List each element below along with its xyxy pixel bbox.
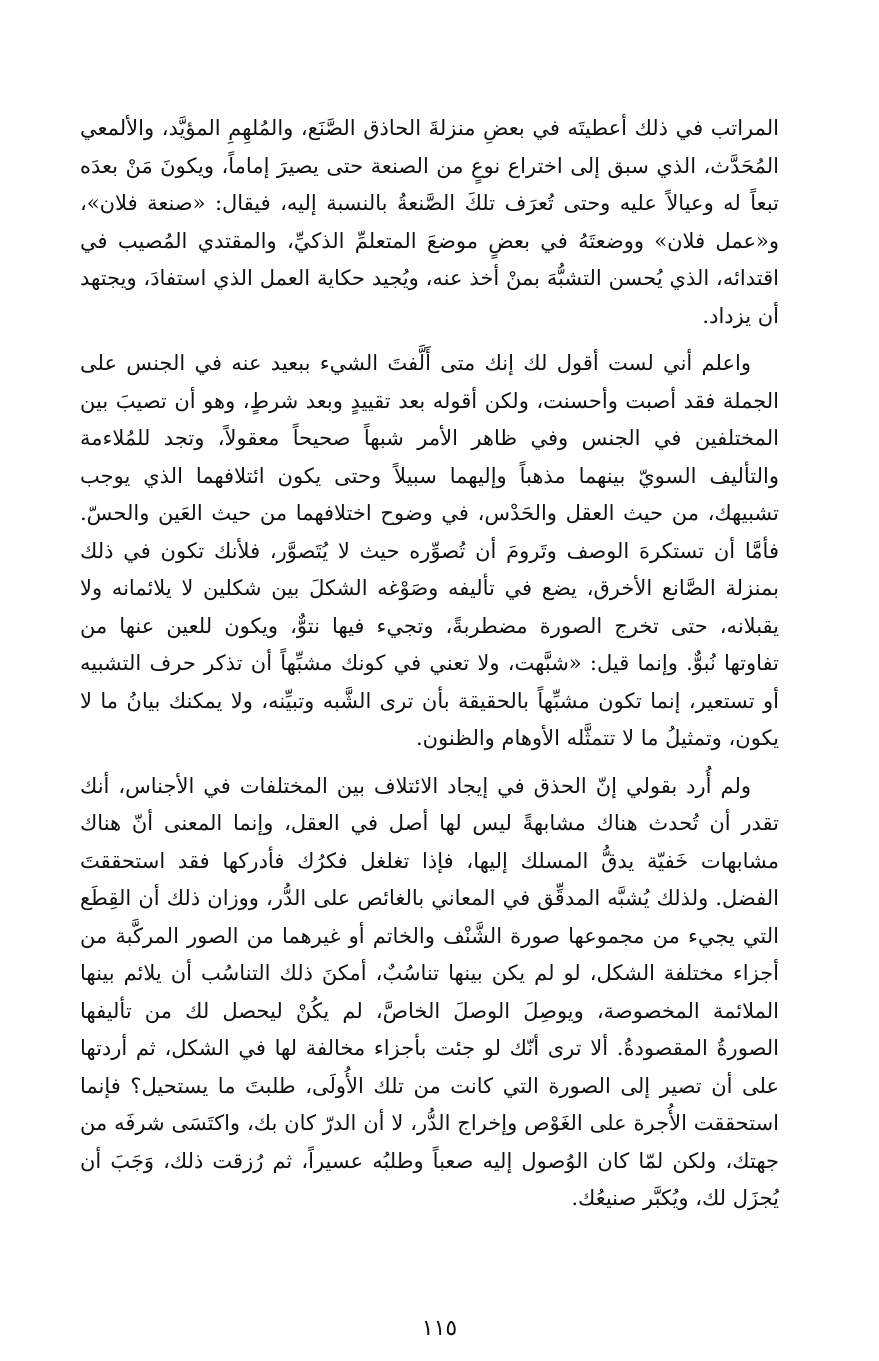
paragraph-3: ولم أُرد بقولي إنّ الحذق في إيجاد الائتلاف بين المختلفات في الأجناس، أنك تقدر أن تُحدث هناك مشابهةً ليس لها أصل في العقل، وإنما المعنى أنّ هناك مشابهات خَفيّة يدقُّ المسلك إليها، فإذا تغلغل فكرُك فأدركها فقد استحققتَ الفضل. ولذلك يُشبَّه المدقِّق في المعاني بالغائص على الدُّر، ووزان ذلك أن القِطَع التي يجيء من مجموعها صورة الشَّنْف والخاتم أو غيرهما من الصور المركَّبة من أجزاء مختلفة الشكل، لو لم يكن بينها تناسُبٌ، أمكنَ ذلك التناسُب أن يلائم بينها الملائمة المخصوصة، ويوصِلَ الوصلَ الخاصَّ، لم يكُنْ ليحصل لك من تأليفها الصورةُ المقصودةُ. ألا ترى أنّك لو جئت بأجزاء مخالفة لها في الشكل، ثم أردتها على أن تصير إلى الصورة التي كانت من تلك الأُولَى، طلبتَ ما يستحيل؟ فإنما استحققت الأُجرة على الغَوْص وإخراج الدُّر، لا أن الدرّ كان بك، واكتَسَى شرفَه من جهتك، ولكن لمّا كان الوُصول إليه صعباً وطلبُه عسيراً، ثم رُزقت ذلك، وَجَبَ أن يُجزَل لك، ويُكبَّر صنيعُك. xyxy=(80,773,779,1210)
body-text xyxy=(80,110,779,1228)
paragraph-2: واعلم أني لست أقول لك إنك متى أَلَّفتَ الشيء ببعيد عنه في الجنس على الجملة فقد أصبت وأحسنت، ولكن أقوله بعد تقييدٍ وبعد شرطٍ، وهو أن تصيبَ بين المختلفين في الجنس وفي ظاهر الأمر شبهاً صحيحاً معقولاً، وتجد للمُلاءمة والتأليف السويّ بينهما مذهباً وإليهما سبيلاً وحتى يكون ائتلافهما الذي يوجب تشبيهك، من حيث العقل والحَدْس، في وضوح اختلافهما من حيث العَين والحسّ. فأمَّا أن تستكرهَ الوصف وتَرومَ أن تُصوِّره حيث لا يُتَصوَّر، فلأنك تكون في ذلك بمنزلة الصَّانع الأخرق، يضع في تأليفه وصَوْغه الشكلَ بين شكلين لا يلائمانه ولا يقبلانه، حتى تخرج الصورة مضطربةً، وتجيء فيها نتوٌّ، ويكون للعين عنها من تفاوتها نُبوٌّ. وإنما قيل: «شبَّهت، ولا تعني في كونك مشبِّهاً أن تذكر حرف التشبيه أو تستعير، إنما تكون مشبِّهاً بالحقيقة بأن ترى الشَّبه وتبيِّنه، ولا يمكنك بيانُ ما لا يكون، وتمثيلُ ما لا تتمثَّله الأوهام والظنون. xyxy=(80,351,779,750)
page-number: ١١٥ xyxy=(421,1316,458,1341)
paragraph-1: المراتب في ذلك أعطيتَه في بعضِ منزلةَ الحاذق الصَّنَع، والمُلهِمِ المؤيَّد، والألمعي المُحَدَّث، الذي سبق إلى اختراع نوعٍ من الصنعة حتى يصيرَ إماماً، ويكونَ مَنْ بعدَه تبعاً له وعيالاً عليه وحتى تُعرَف تلكَ الصَّنعةُ بالنسبة إليه، فيقال: «صنعة فلان»، و«عمل فلان» ووضعتَهُ في بعضٍ موضعَ المتعلمِّ الذكيِّ، والمقتدي المُصيب في اقتدائه، الذي يُحسن التشبُّهَ بمنْ أخذ عنه، ويُجيد حكاية العمل الذي استفادَ، ويجتهد أن يزداد. xyxy=(80,116,779,328)
